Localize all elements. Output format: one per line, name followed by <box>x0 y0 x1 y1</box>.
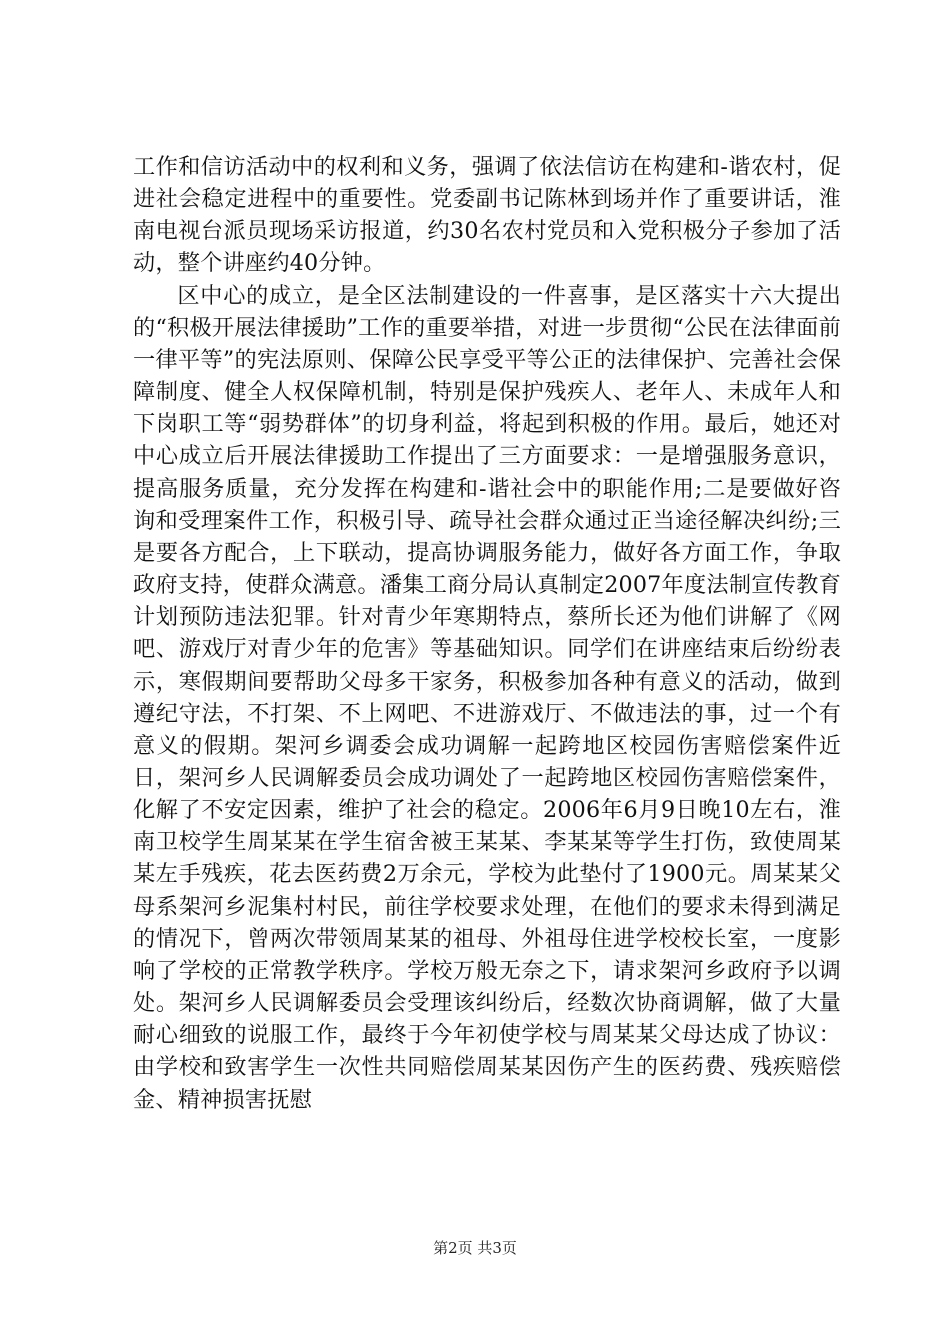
paragraph-1: 工作和信访活动中的权利和义务，强调了依法信访在构建和-谐农村，促进社会稳定进程中的重要性。党委副书记陈林到场并作了重要讲话，淮南电视台派员现场采访报道，约30名农村党员和入党积极分子参加了活动，整个讲座约40分钟。 <box>133 154 841 277</box>
page-number-label: 第2页 共3页 <box>433 1239 517 1257</box>
body-text <box>133 151 841 1116</box>
page-footer <box>0 1238 950 1258</box>
paragraph-2: 区中心的成立，是全区法制建设的一件喜事，是区落实十六大提出的“积极开展法律援助”工作的重要举措，对进一步贯彻“公民在法律面前一律平等”的宪法原则、保障公民享受平等公正的法律保护、完善社会保障制度、健全人权保障机制，特别是保护残疾人、老年人、未成年人和下岗职工等“弱势群体”的切身利益，将起到积极的作用。最后，她还对中心成立后开展法律援助工作提出了三方面要求：一是增强服务意识，提高服务质量，充分发挥在构建和-谐社会中的职能作用;二是要做好咨询和受理案件工作，积极引导、疏导社会群众通过正当途径解决纠纷;三是要各方配合，上下联动，提高协调服务能力，做好各方面工作，争取政府支持，使群众满意。潘集工商分局认真制定2007年度法制宣传教育计划预防违法犯罪。针对青少年寒期特点，蔡所长还为他们讲解了《网吧、游戏厅对青少年的危害》等基础知识。同学们在讲座结束后纷纷表示，寒假期间要帮助父母多干家务，积极参加各种有意义的活动，做到遵纪守法，不打架、不上网吧、不进游戏厅、不做违法的事，过一个有意义的假期。架河乡调委会成功调解一起跨地区校园伤害赔偿案件近日，架河乡人民调解委员会成功调处了一起跨地区校园伤害赔偿案件，化解了不安定因素，维护了社会的稳定。2006年6月9日晚10左右，淮南卫校学生周某某在学生宿舍被王某某、李某某等学生打伤，致使周某某左手残疾，花去医药费2万余元，学校为此垫付了1900元。周某某父母系架河乡泥集村村民，前往学校要求处理，在他们的要求未得到满足的情况下，曾两次带领周某某的祖母、外祖母住进学校校长室，一度影响了学校的正常教学秩序。学校万般无奈之下，请求架河乡政府予以调处。架河乡人民调解委员会受理该纠纷后，经数次协商调解，做了大量耐心细致的说服工作，最终于今年初使学校与周某某父母达成了协议：由学校和致害学生一次性共同赔偿周某某因伤产生的医药费、残疾赔偿金、精神损害抚慰 <box>133 282 841 1113</box>
